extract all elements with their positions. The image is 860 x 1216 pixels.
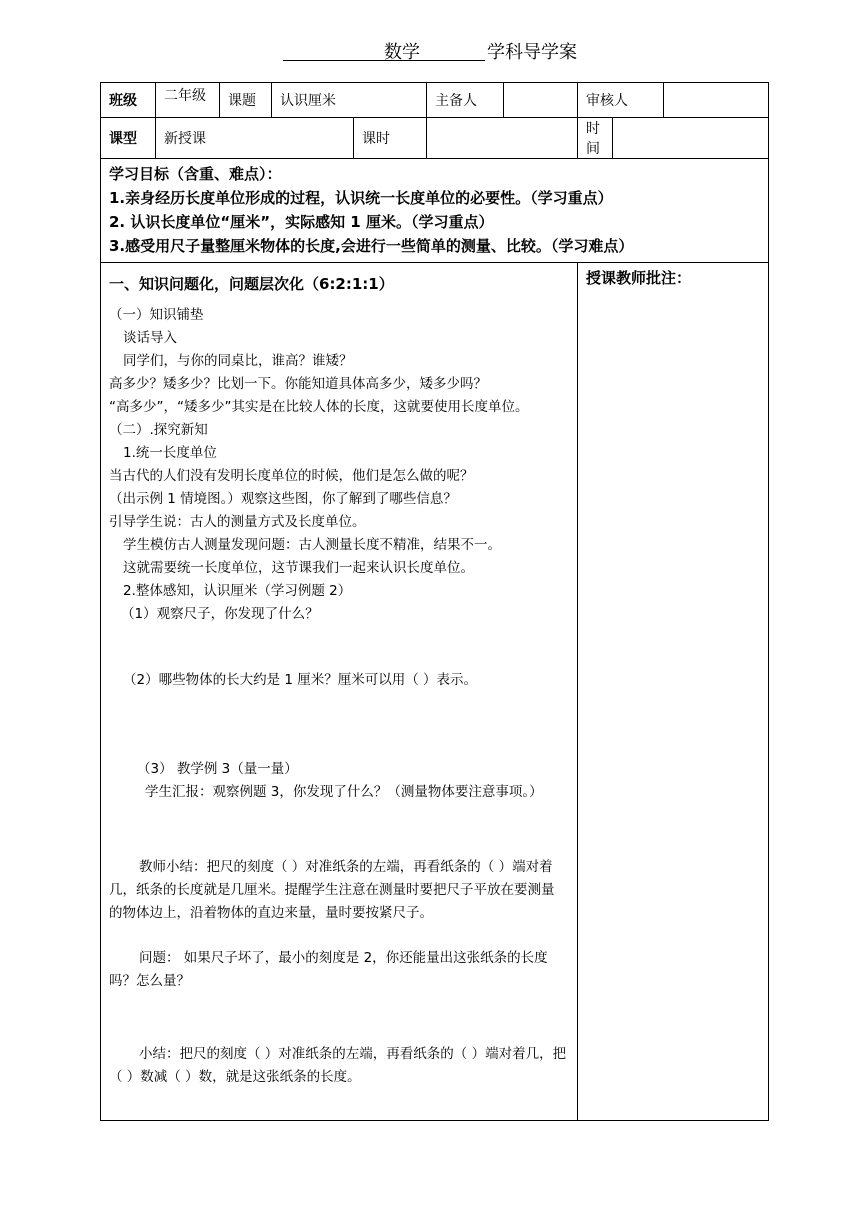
lesson-content — [101, 263, 578, 1121]
question-2: （2）哪些物体的长大约是 1 厘米？厘米可以用（ ）表示。 — [123, 672, 478, 688]
objectives-heading: 学习目标（含重、难点）： — [109, 165, 282, 183]
content-line: 谈话导入 — [123, 330, 177, 346]
section-title: 一、知识问题化，问题层次化（6:2:1:1） — [109, 275, 394, 293]
objective-item: 2. 认识长度单位“厘米”，实际感知 1 厘米。（学习重点） — [109, 213, 494, 231]
period-value — [427, 118, 578, 159]
content-line: 学生模仿古人测量发现问题：古人测量长度不精准，结果不一。 — [123, 537, 501, 553]
teacher-notes-heading: 授课教师批注： — [586, 269, 692, 287]
content-line: 这就需要统一长度单位，这节课我们一起来认识长度单位。 — [123, 560, 474, 576]
class-value: 二年级 — [156, 83, 220, 118]
content-line: （1）观察尺子，你发现了什么？ — [121, 606, 319, 622]
objective-item: 1.亲身经历长度单位形成的过程，认识统一长度单位的必要性。（学习重点） — [109, 189, 613, 207]
question-3-title: （3） 教学例 3（量一量） — [137, 761, 298, 777]
topic-label: 课题 — [220, 83, 272, 118]
content-line: （一）知识铺垫 — [109, 307, 204, 323]
final-summary: 小结：把尺的刻度（ ）对准纸条的左端，再看纸条的（ ）端对着几，把（ ）数减（ ）数，就是这张纸条的长度。 — [109, 1046, 567, 1085]
title-subject: 数学 — [384, 42, 420, 63]
content-line: 引导学生说：古人的测量方式及长度单位。 — [109, 514, 366, 530]
objective-item: 3.感受用尺子量整厘米物体的长度,会进行一些简单的测量、比较。（学习难点） — [109, 237, 634, 255]
content-line: 同学们，与你的同桌比，谁高？谁矮？ — [123, 353, 353, 369]
extension-question: 问题： 如果尺子坏了，最小的刻度是 2，你还能量出这张纸条的长度吗？怎么量？ — [109, 950, 548, 989]
reviewer-label: 审核人 — [578, 83, 664, 118]
type-value: 新授课 — [156, 118, 354, 159]
objectives-row — [101, 159, 769, 263]
time-label: 时间 — [578, 118, 613, 159]
question-3-report: 学生汇报：观察例题 3，你发现了什么？（测量物体要注意事项。） — [145, 784, 543, 800]
content-line: （二）.探究新知 — [109, 422, 208, 438]
content-line: 1.统一长度单位 — [123, 445, 217, 461]
content-row — [101, 263, 769, 1121]
time-value — [613, 118, 769, 159]
preparer-value — [504, 83, 578, 118]
class-label: 班级 — [101, 83, 156, 118]
title-suffix: 学科导学案 — [487, 42, 577, 63]
content-line: （出示例 1 情境图。）观察这些图，你了解到了哪些信息？ — [109, 491, 457, 507]
teacher-summary: 教师小结：把尺的刻度（ ）对准纸条的左端，再看纸条的（ ）端对着几，纸条的长度就是几厘米。提醒学生注意在测量时要把尺子平放在要测量的物体边上，沿着物体的直边来量，量时要按紧尺子。 — [109, 859, 555, 921]
preparer-label: 主备人 — [427, 83, 504, 118]
reviewer-value — [664, 83, 769, 118]
topic-value: 认识厘米 — [272, 83, 427, 118]
teacher-notes — [578, 263, 769, 1121]
period-label: 课时 — [354, 118, 427, 159]
info-row-1 — [101, 83, 769, 118]
type-label: 课型 — [101, 118, 156, 159]
info-row-2 — [101, 118, 769, 159]
lesson-plan-table — [100, 82, 769, 1121]
content-line: “高多少”，“矮多少”其实是在比较人体的长度，这就要使用长度单位。 — [109, 399, 529, 415]
content-line: 当古代的人们没有发明长度单位的时候，他们是怎么做的呢？ — [109, 468, 474, 484]
page-title — [0, 38, 860, 64]
content-line: 高多少？矮多少？比划一下。你能知道具体高多少，矮多少吗？ — [109, 376, 487, 392]
content-line: 2.整体感知，认识厘米（学习例题 2） — [123, 583, 352, 599]
learning-objectives — [101, 159, 769, 263]
